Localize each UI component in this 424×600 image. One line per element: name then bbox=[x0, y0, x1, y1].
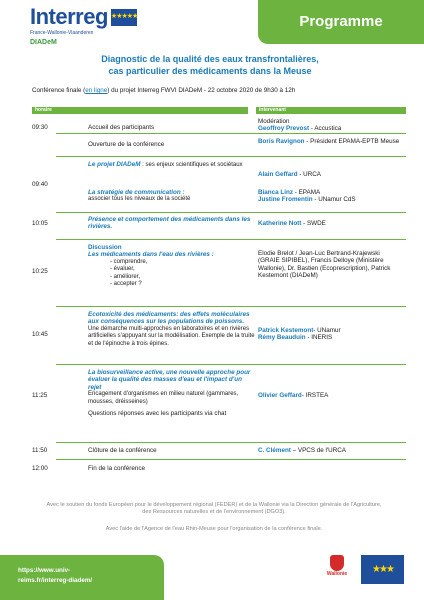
table-row: Ouverture de la conférence Boris Ravignon - Président EPAMA-EPTB Meuse bbox=[56, 134, 406, 157]
table-row: 09:40 Le projet DIADeM : ses enjeux scientifiques et sociétaux Alain Geffard - URCA La stratégie de communication : associer tous les niveaux de la société Bianca Linz - EPAMA Justine Fromentin - UNamur CdS bbox=[56, 157, 406, 213]
table-row: 10:25 Discussion Les médicaments dans l'eau des rivières : - comprendre, - évaluer, - améliorer, - accepter ? Elodie Brelot / Jean-Luc Bertrand-Krajewski (GRAIE SIPIBEL), Francis Delloye (Ministère Wallonie), Dr. Bastien (Ecoprescription), Patrick Kestemont (DIADeM) bbox=[56, 240, 406, 307]
logo-subtitle: France-Wallonie-Vlaanderen bbox=[30, 30, 94, 36]
eu-flag-icon: ★★★ bbox=[361, 555, 404, 584]
logo-wordmark: Interreg bbox=[30, 4, 108, 29]
eu-flag-icon: ★★★★★ bbox=[111, 9, 137, 26]
programme-tab: Programme bbox=[258, 0, 424, 44]
wallonie-logo: Wallonie bbox=[326, 555, 348, 577]
header-speaker: intervenant bbox=[256, 107, 406, 114]
header-time: horaire bbox=[32, 107, 248, 114]
table-row: 10:05 Présence et comportement des médicaments dans les rivières. Katherine Nott - SWDE bbox=[56, 213, 406, 240]
table-row: 11:50 Clôture de la conférence C. Clément – VPCS de l'URCA bbox=[56, 443, 406, 460]
conference-line: Conférence finale (en ligne) du projet Interreg FWVI DIADeM - 22 octobre 2020 de 9h30 à 12h bbox=[32, 87, 296, 94]
footer-agency-text: Avec l'aide de l'Agence de l'eau Rhin-Meuse pour l'organisation de la conférence finale. bbox=[105, 526, 323, 532]
footer-support-text: Avec le soutien du fonds Européen pour le développement régional (FEDER) et de la Wallonie via la Direction générale de l'Agriculture, des Ressources naturelles et de l'environnement (DGO3). bbox=[46, 502, 382, 516]
table-row: 10:45 Ecotoxicité des médicaments: des effets moléculaires aux conséquences sur les populations de poissons. Une démarche multi-approches en laboratoires et en rivières artificielles s'appuyant sur la modélisation. Exemple de la truite et de l'épinoche à trois épines. Patrick Kestemont- UNamur Rémy Beauduin - INERIS bbox=[56, 307, 406, 365]
online-link[interactable]: en ligne bbox=[85, 87, 108, 94]
project-name: DIADeM bbox=[30, 39, 57, 46]
table-row: 12:00 Fin de la conférence bbox=[32, 465, 146, 472]
table-row: 11:25 La biosurveillance active, une nouvelle approche pour évaluer la qualité des masses d'eau et l'impact d'un rejet Encagement d'organismes en milieu naturel (gammares, mousses, dréisseines) Questions réponses avec les participants via chat Olivier Geffard- IRSTEA bbox=[56, 365, 406, 443]
rooster-icon bbox=[330, 555, 344, 571]
website-link[interactable]: https://www.univ- reims.fr/interreg-diadem/ bbox=[18, 567, 93, 584]
table-row: 09:30 Accueil des participants Modération Geoffroy Prevost - Accustica bbox=[56, 118, 406, 134]
document-title: Diagnostic de la qualité des eaux transfrontalières, cas particulier des médicaments dans la Meuse bbox=[101, 54, 319, 76]
interreg-logo bbox=[30, 6, 150, 46]
